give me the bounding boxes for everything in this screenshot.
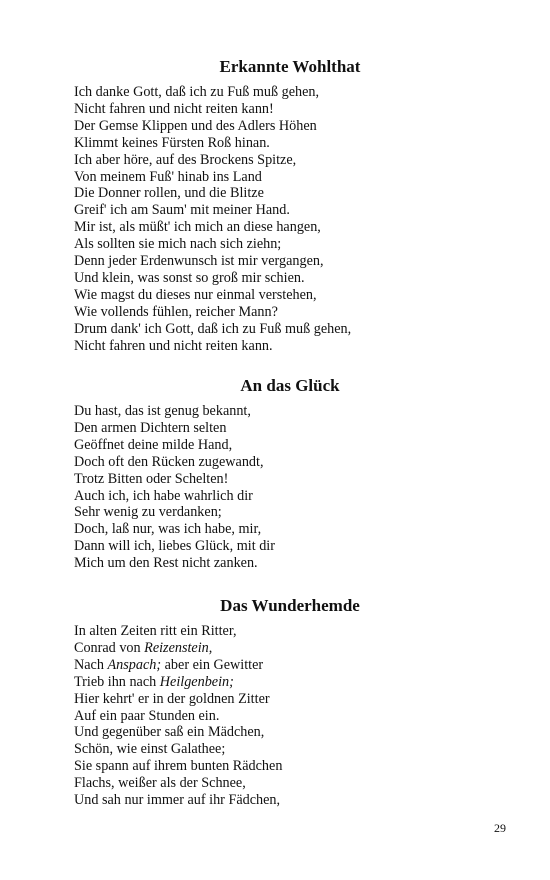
verse-text: Dann will ich, liebes Glück, mit dir	[74, 538, 275, 555]
verse-text: Die Donner rollen, und die Blitze	[74, 185, 264, 202]
verse-line	[74, 758, 494, 775]
verse-line	[74, 321, 494, 338]
verse-line	[74, 657, 494, 674]
verse-text: In alten Zeiten ritt ein Ritter,	[74, 623, 237, 639]
verse-line	[74, 488, 494, 505]
verse-line	[74, 792, 494, 809]
verse-line	[74, 521, 494, 538]
verse-line	[74, 555, 494, 572]
verse-line	[74, 454, 494, 471]
verse-text: Nach	[74, 656, 108, 673]
poem-title: Das Wunderhemde	[220, 596, 360, 615]
verse-line	[74, 437, 494, 454]
verse-text: Conrad von	[74, 639, 145, 656]
verse-line	[74, 403, 494, 420]
verse-text: Mir ist, als müßt' ich mich an diese hangen,	[74, 219, 321, 236]
page-number: 29	[494, 821, 506, 835]
verse-text: Trotz Bitten oder Schelten!	[74, 470, 229, 487]
verse-text: Nicht fahren und nicht reiten kann.	[74, 337, 273, 354]
verse-italic-text: Reizenstein,	[144, 639, 213, 656]
verse-italic-text: Heilgenbein;	[159, 673, 234, 690]
verse-text: Flachs, weißer als der Schnee,	[74, 775, 246, 792]
verse-line	[74, 135, 494, 152]
verse-line	[74, 741, 494, 758]
verse-text: Hier kehrt' er in der goldnen Zitter	[74, 690, 270, 707]
verse-text: Als sollten sie mich nach sich ziehn;	[74, 236, 282, 253]
verse-line	[74, 708, 494, 725]
verse-line	[74, 640, 494, 657]
verse-line	[74, 338, 494, 355]
verse-line	[74, 236, 494, 253]
verse-text: Du hast, das ist genug bekannt,	[74, 403, 251, 419]
verse-text: Greif' ich am Saum' mit meiner Hand.	[74, 202, 290, 219]
poem-das-wunderhemde	[74, 596, 494, 809]
verse-text: Ich danke Gott, daß ich zu Fuß muß gehen,	[74, 84, 320, 100]
verse-text: Drum dank' ich Gott, daß ich zu Fuß muß gehen,	[74, 320, 352, 337]
verse-line	[74, 152, 494, 169]
poem-body	[74, 84, 494, 355]
verse-text: Sie spann auf ihrem bunten Rädchen	[74, 758, 283, 775]
verse-text: Doch, laß nur, was ich habe, mir,	[74, 521, 262, 538]
verse-line	[74, 185, 494, 202]
verse-line	[74, 118, 494, 135]
verse-line	[74, 287, 494, 304]
verse-text: Von meinem Fuß' hinab ins Land	[74, 168, 262, 185]
verse-text: Auf ein paar Stunden ein.	[74, 707, 220, 724]
verse-line	[74, 471, 494, 488]
verse-text: Nicht fahren und nicht reiten kann!	[74, 100, 274, 117]
verse-line	[74, 775, 494, 792]
verse-text: Und sah nur immer auf ihr Fädchen,	[74, 792, 281, 809]
verse-line	[74, 270, 494, 287]
verse-text: Sehr wenig zu verdanken;	[74, 504, 222, 521]
verse-text: aber ein Gewitter	[161, 656, 264, 673]
verse-italic-text: Anspach;	[107, 656, 162, 673]
poem-erkannte-wohlthat	[74, 57, 494, 355]
verse-text: Den armen Dichtern selten	[74, 419, 227, 436]
poem-an-das-glueck	[74, 376, 494, 572]
verse-text: Denn jeder Erdenwunsch ist mir vergangen,	[74, 253, 324, 270]
verse-line	[74, 420, 494, 437]
verse-text: Klimmt keines Fürsten Roß hinan.	[74, 134, 270, 151]
verse-text: Schön, wie einst Galathee;	[74, 741, 226, 758]
verse-text: Geöffnet deine milde Hand,	[74, 436, 233, 453]
verse-text: Trieb ihn nach	[74, 673, 160, 690]
verse-line	[74, 724, 494, 741]
poem-title: Erkannte Wohlthat	[219, 57, 361, 76]
verse-line	[74, 253, 494, 270]
verse-text: Wie magst du dieses nur einmal verstehen,	[74, 286, 317, 303]
verse-line	[74, 219, 494, 236]
poem-body	[74, 623, 494, 809]
verse-line	[74, 691, 494, 708]
verse-text: Mich um den Rest nicht zanken.	[74, 555, 258, 572]
verse-line	[74, 538, 494, 555]
verse-line	[74, 202, 494, 219]
verse-line	[74, 84, 494, 101]
verse-text: Ich aber höre, auf des Brockens Spitze,	[74, 151, 297, 168]
verse-text: Wie vollends fühlen, reicher Mann?	[74, 303, 278, 320]
poem-body	[74, 403, 494, 572]
verse-text: Auch ich, ich habe wahrlich dir	[74, 487, 253, 504]
verse-line	[74, 623, 494, 640]
poem-title: An das Glück	[240, 376, 340, 395]
verse-text: Doch oft den Rücken zugewandt,	[74, 453, 264, 470]
verse-line	[74, 169, 494, 186]
verse-text: Der Gemse Klippen und des Adlers Höhen	[74, 117, 317, 134]
verse-text: Und klein, was sonst so groß mir schien.	[74, 269, 305, 286]
verse-text: Und gegenüber saß ein Mädchen,	[74, 724, 265, 741]
verse-line	[74, 101, 494, 118]
verse-line	[74, 304, 494, 321]
verse-line	[74, 504, 494, 521]
verse-line	[74, 674, 494, 691]
